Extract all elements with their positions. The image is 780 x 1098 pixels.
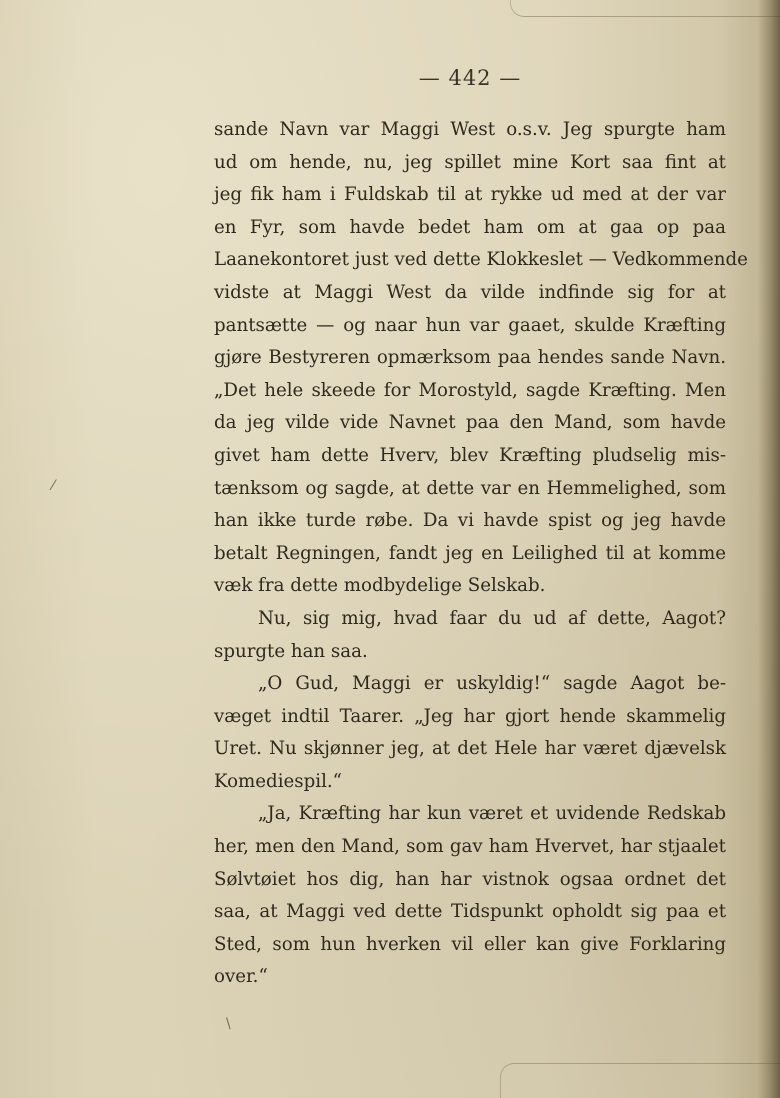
text-line: betalt Regningen, fandt jeg en Leilighed til at komme	[214, 542, 726, 564]
text-line: Uret. Nu skjønner jeg, at det Hele har været djævelsk	[214, 738, 726, 760]
text-line: „O Gud, Maggi er uskyldig!“ sagde Aagot be-	[258, 673, 726, 695]
page-edge-shadow	[758, 0, 780, 1098]
text-line: en Fyr, som havde bedet ham om at gaa op paa	[214, 216, 726, 238]
margin-mark-bottom: \	[226, 1016, 231, 1032]
text-line: over.“	[214, 966, 268, 988]
text-line: vidste at Maggi West da vilde indfinde sig for at	[214, 281, 726, 303]
text-line: pantsætte — og naar hun var gaaet, skulde Kræfting	[214, 314, 726, 336]
page-number: — 442 —	[418, 66, 522, 90]
text-line: saa, at Maggi ved dette Tidspunkt opholdt sig paa et	[214, 901, 726, 923]
text-line: Sted, som hun hverken vil eller kan give Forklaring	[214, 933, 726, 955]
text-line: Komediespil.“	[214, 770, 342, 792]
text-line: givet ham dette Hverv, blev Kræfting pludselig mis-	[214, 444, 726, 466]
margin-mark-left: ⁄	[52, 478, 55, 494]
page-body-text	[214, 114, 748, 994]
text-line: jeg fik ham i Fuldskab til at rykke ud med at der var	[214, 184, 726, 206]
text-line: spurgte han saa.	[214, 640, 368, 662]
text-line: Nu, sig mig, hvad faar du ud af dette, Aagot?	[258, 607, 726, 629]
top-page-fold	[510, 0, 780, 17]
text-line: væget indtil Taarer. „Jeg har gjort hende skammelig	[214, 705, 726, 727]
text-line: ud om hende, nu, jeg spillet mine Kort saa fint at	[214, 151, 726, 173]
text-line: væk fra dette modbydelige Selskab.	[214, 575, 546, 597]
text-line: tænksom og sagde, at dette var en Hemmelighed, som	[214, 477, 726, 499]
text-line: „Ja, Kræfting har kun været et uvidende Redskab	[258, 803, 726, 825]
text-line: „Det hele skeede for Morostyld, sagde Kræfting. Men	[214, 379, 726, 401]
text-line: sande Navn var Maggi West o.s.v. Jeg spurgte ham	[214, 119, 726, 140]
text-line: Sølvtøiet hos dig, han har vistnok ogsaa ordnet det	[214, 868, 726, 890]
bottom-page-fold	[500, 1063, 780, 1098]
text-line: her, men den Mand, som gav ham Hvervet, har stjaalet	[214, 836, 726, 858]
text-line: gjøre Bestyreren opmærksom paa hendes sande Navn.	[214, 347, 726, 369]
text-line: da jeg vilde vide Navnet paa den Mand, som havde	[214, 412, 726, 434]
text-line: han ikke turde røbe. Da vi havde spist og jeg havde	[214, 510, 726, 532]
text-line: Laanekontoret just ved dette Klokkeslet — Vedkommende	[214, 249, 748, 271]
